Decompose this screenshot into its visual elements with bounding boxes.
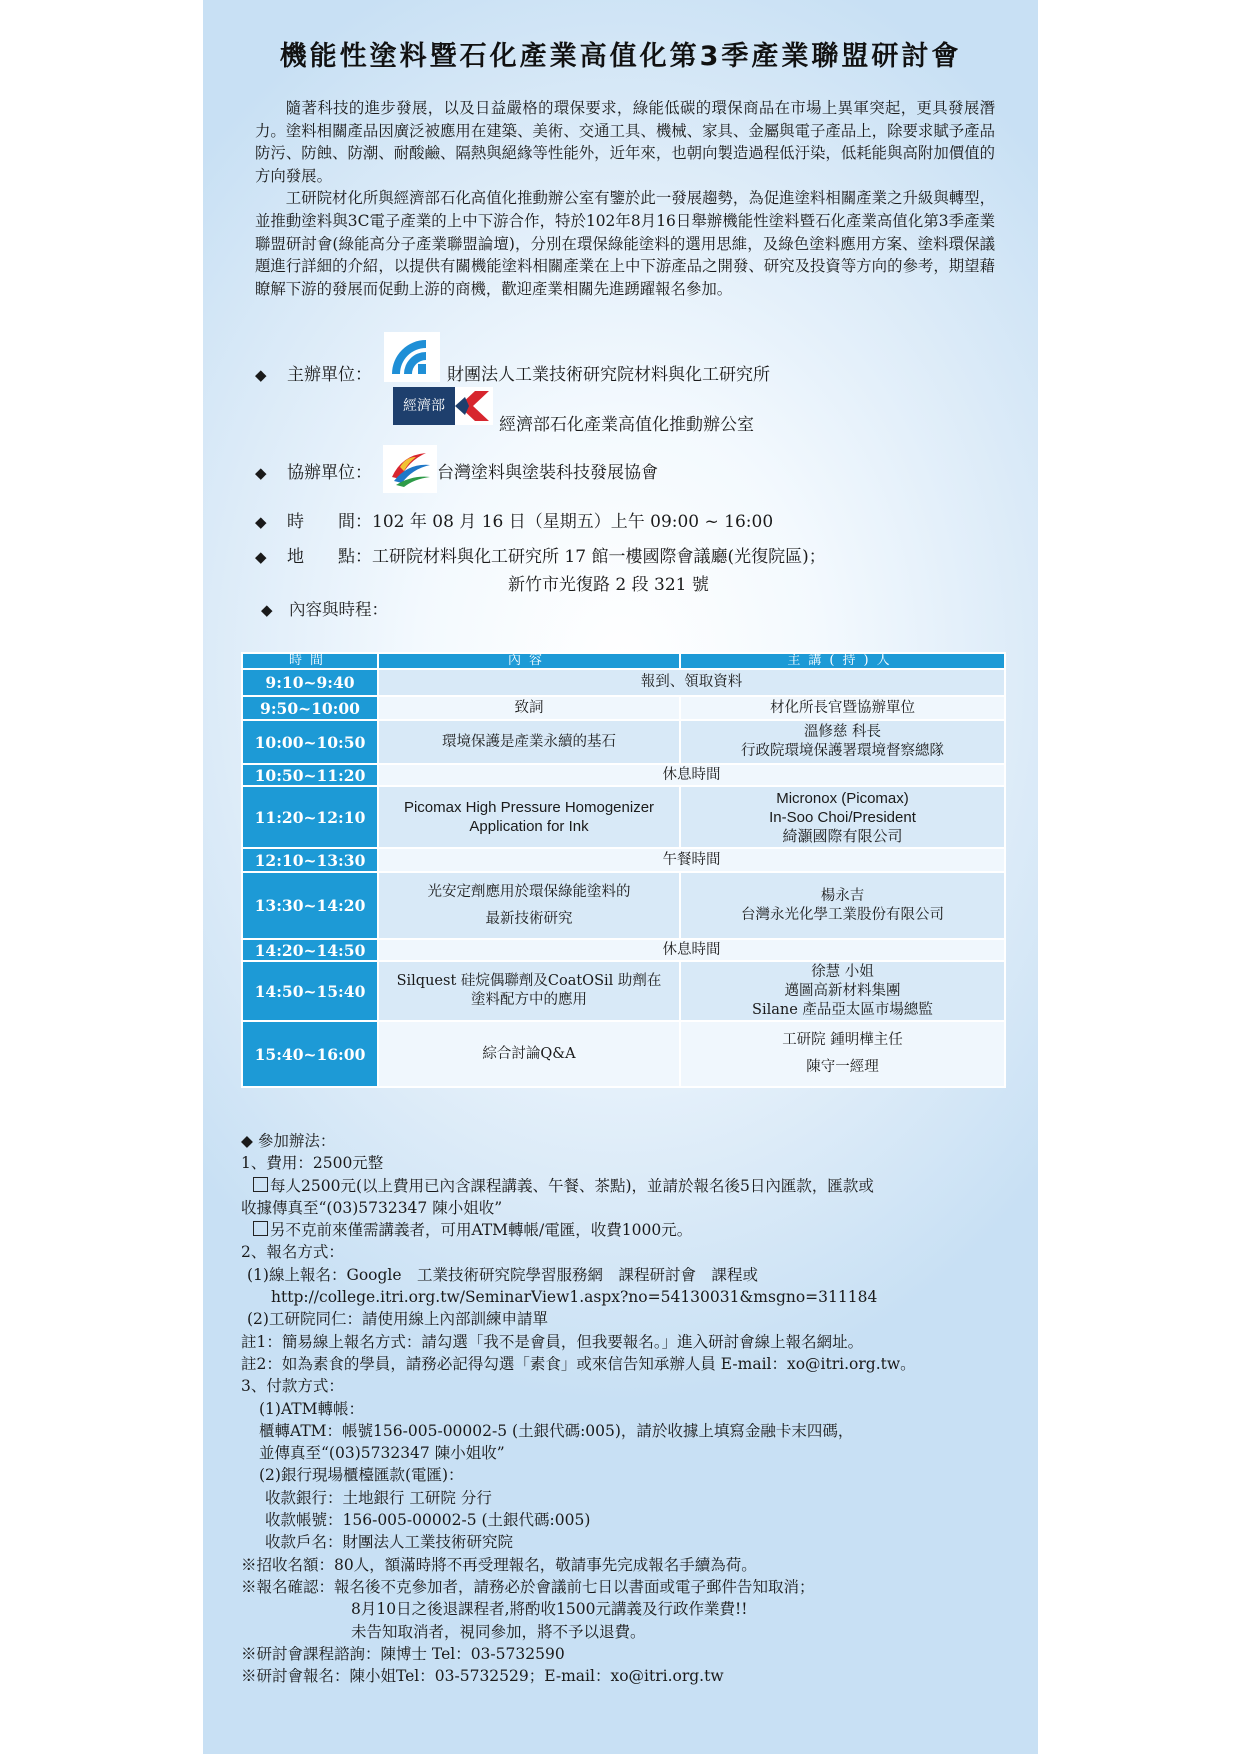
session-topic [378,872,680,939]
organizer-label: 主辦單位： [287,365,372,385]
topic-line: Silquest 硅烷偶聯劑及CoatOSil 助劑在 [396,973,662,989]
payment-wire: (2)銀行現場櫃檯匯款(電匯)： [259,1466,464,1485]
session-speaker [680,786,1005,848]
speaker-line: 溫修慈 科長 [803,724,882,740]
payment-account-name: 收款戶名：財團法人工業技術研究院 [265,1533,514,1552]
speaker-line: 陳守一經理 [806,1059,879,1075]
session-speaker [680,872,1005,939]
diamond-bullet-icon: ◆ [255,464,267,482]
co-organizer-label: 協辦單位： [287,463,372,483]
payment-atm-account: 櫃轉ATM：帳號156-005-00002-5 (土銀代碼:005)，請於收據上填寫金融卡末四碼， [259,1421,854,1440]
intro-text [255,97,995,300]
session-speaker [680,720,1005,764]
place-label: 地 點： [287,547,372,567]
organizer-org-2: 經濟部石化產業高值化推動辦公室 [499,415,754,435]
registration-section [241,1130,1011,1687]
session-topic [378,696,680,720]
topic-line: 塗料配方中的應用 [471,992,587,1008]
table-row [242,764,1005,786]
payment-heading: 3、付款方式： [241,1377,344,1396]
moea-logo-icon [393,387,493,425]
intro-paragraph-1: 隨著科技的進步發展，以及日益嚴格的環保要求，綠能低碳的環保商品在市場上異軍突起，更具發展潛力。塗料相關產品因廣泛被應用在建築、美術、交通工具、機械、家具、金屬與電子產品上，除要求賦予產品防污、防蝕、防潮、耐酸鹼、隔熱與絕緣等性能外，近年來，也朝向製造過程低汙染，低耗能與高附加價值的方向發展。 [255,99,995,185]
confirmation-note: ※報名確認：報名後不克參加者，請務必於會議前七日以書面或電子郵件告知取消； [241,1577,815,1596]
payment-bank: 收款銀行：土地銀行 工研院 分行 [265,1488,492,1507]
table-row [242,669,1005,696]
fee-option-1-text: 每人2500元(以上費用已內含課程講義、午餐、茶點)，並請於報名後5日內匯款，匯款或 [270,1176,874,1195]
topic-line: 最新技術研究 [485,910,573,927]
content-label: 內容與時程： [289,600,388,619]
table-row [242,720,1005,764]
organizer-org-1: 財團法人工業技術研究院材料與化工研究所 [447,365,770,385]
session-merged: 休息時間 [378,764,1005,786]
signup-online: (1)線上報名：Google 工業技術研究院學習服務網 課程研討會 課程或 [247,1265,759,1284]
itri-logo-icon [384,332,440,382]
fee-option-2-text: 另不克前來僅需講義者，可用ATM轉帳/電匯，收費1000元。 [270,1221,693,1240]
place-value-2: 新竹市光復路 2 段 321 號 [508,575,709,595]
tca-logo-icon [383,445,437,493]
table-row [242,872,1005,939]
page-title: 機能性塗料暨石化產業高值化第3季產業聯盟研討會 [279,41,962,72]
schedule-table [241,652,1006,1088]
registration-heading: ◆ 參加辦法： [241,1132,336,1150]
signup-method-heading: 2、報名方式： [241,1243,344,1262]
co-organizer-label-line [255,458,372,483]
payment-atm-fax: 並傳真至“(03)5732347 陳小姐收” [259,1444,505,1463]
speaker-line: Silane 產品亞太區市場總監 [752,1001,933,1018]
speaker-line: 邁圖高新材料集團 [784,982,901,999]
header-content: 內容 [378,653,680,669]
speaker-line: 行政院環境保護署環境督察總隊 [741,743,944,759]
topic-line: 環境保護是產業永續的基石 [442,733,616,750]
diamond-bullet-icon: ◆ [261,601,273,619]
session-merged: 報到、領取資料 [378,669,1005,696]
speaker-line: 綺灝國際有限公司 [782,827,903,845]
content-label-line [261,596,388,620]
table-row [242,786,1005,848]
co-organizer-org: 台灣塗料與塗裝科技發展協會 [437,463,658,483]
table-row [242,1021,1005,1087]
registration-contact: ※研討會報名：陳小姐Tel：03-5732529；E-mail：xo@itri.org.tw [241,1667,724,1686]
session-speaker [680,1021,1005,1087]
session-speaker [680,961,1005,1021]
fee-line: 1、費用：2500元整 [241,1154,384,1173]
session-time: 9:50~10:00 [242,696,378,720]
cancellation-fee-note: 8月10日之後退課程者,將酌收1500元講義及行政作業費!! [351,1600,748,1619]
speaker-line: 工研院 鍾明樺主任 [782,1032,903,1048]
session-topic [378,961,680,1021]
topic-line: Application for Ink [469,818,589,835]
fee-option-2 [241,1219,1011,1241]
table-row [242,848,1005,872]
session-time: 14:50~15:40 [242,961,378,1021]
topic-line: 光安定劑應用於環保綠能塗料的 [427,883,631,900]
speaker-line: 材化所長官暨協辦單位 [770,699,915,716]
payment-account: 收款帳號：156-005-00002-5 (土銀代碼:005) [265,1511,591,1530]
session-time: 12:10~13:30 [242,848,378,872]
time-label: 時 間： [287,512,372,532]
speaker-line: In-Soo Choi/President [769,808,916,826]
header-time: 時間 [242,653,378,669]
session-time: 9:10~9:40 [242,669,378,696]
session-time: 11:20~12:10 [242,786,378,848]
topic-line: Picomax High Pressure Homogenizer [403,799,655,816]
flyer-page [203,0,1038,1754]
session-time: 15:40~16:00 [242,1021,378,1087]
fee-fax-line: 收據傳真至“(03)5732347 陳小姐收” [241,1198,503,1217]
fee-option-1 [241,1175,1011,1197]
topic-line: 綜合討論Q&A [482,1045,576,1062]
session-time: 13:30~14:20 [242,872,378,939]
session-time: 10:50~11:20 [242,764,378,786]
place-value-1: 工研院材料與化工研究所 17 館一樓國際會議廳(光復院區)； [372,547,826,567]
schedule-header-row [242,653,1005,669]
diamond-bullet-icon: ◆ [255,548,267,566]
session-merged: 午餐時間 [378,848,1005,872]
session-merged: 休息時間 [378,939,1005,961]
table-row [242,696,1005,720]
quota-note: ※招收名額：80人，額滿時將不再受理報名，敬請事先完成報名手續為荷。 [241,1555,757,1574]
diamond-bullet-icon: ◆ [255,513,267,531]
intro-paragraph-2: 工研院材化所與經濟部石化高值化推動辦公室有鑒於此一發展趨勢，為促進塗料相關產業之升級與轉型，並推動塗料與3C電子產業的上中下游合作，特於102年8月16日舉辦機能性塗料暨石化產業高值化第3季產業聯盟研討會(綠能高分子產業聯盟論壇)，分別在環保綠能塗料的選用思維，及綠色塗料應用方案、塗料環保議題進行詳細的介紹，以提供有關機能塗料相關產業在上中下游產品之開發、研究及投資等方向的參考，期望藉瞭解下游的發展而促動上游的商機，歡迎產業相關先進踴躍報名參加。 [255,189,995,298]
session-time: 14:20~14:50 [242,939,378,961]
organizer-label-line [255,360,372,385]
table-row [242,939,1005,961]
moea-logo-text: 經濟部 [393,387,455,425]
session-speaker [680,696,1005,720]
no-refund-note: 未告知取消者，視同參加，將不予以退費。 [351,1622,646,1641]
signup-url[interactable]: http://college.itri.org.tw/SeminarView1.aspx?no=54130031&msgno=311184 [271,1288,878,1307]
session-time: 10:00~10:50 [242,720,378,764]
note-2: 註2：如為素食的學員，請務必記得勾選「素食」或來信告知承辦人員 E-mail：xo@itri.org.tw。 [241,1354,916,1373]
session-topic [378,786,680,848]
place-line [255,542,826,567]
speaker-line: 台灣永光化學工業股份有限公司 [741,906,944,923]
checkbox-icon [253,1177,268,1192]
payment-atm: (1)ATM轉帳： [259,1399,365,1418]
signup-internal: (2)工研院同仁：請使用線上內部訓練申請單 [247,1310,548,1329]
session-topic [378,1021,680,1087]
checkbox-icon [253,1221,268,1236]
course-inquiry: ※研討會課程諮詢：陳博士 Tel：03-5732590 [241,1644,565,1663]
time-line [255,507,773,532]
header-speaker: 主講(持)人 [680,653,1005,669]
speaker-line: 徐慧 小姐 [811,963,874,980]
diamond-bullet-icon: ◆ [255,366,267,384]
time-value: 102 年 08 月 16 日（星期五）上午 09:00 ~ 16:00 [372,512,774,532]
topic-line: 致詞 [514,699,544,716]
note-1: 註1：簡易線上報名方式：請勾選「我不是會員，但我要報名。」進入研討會線上報名網址。 [241,1332,864,1351]
speaker-line: 楊永吉 [820,887,865,904]
session-topic [378,720,680,764]
table-row [242,961,1005,1021]
speaker-line: Micronox (Picomax) [776,789,909,807]
